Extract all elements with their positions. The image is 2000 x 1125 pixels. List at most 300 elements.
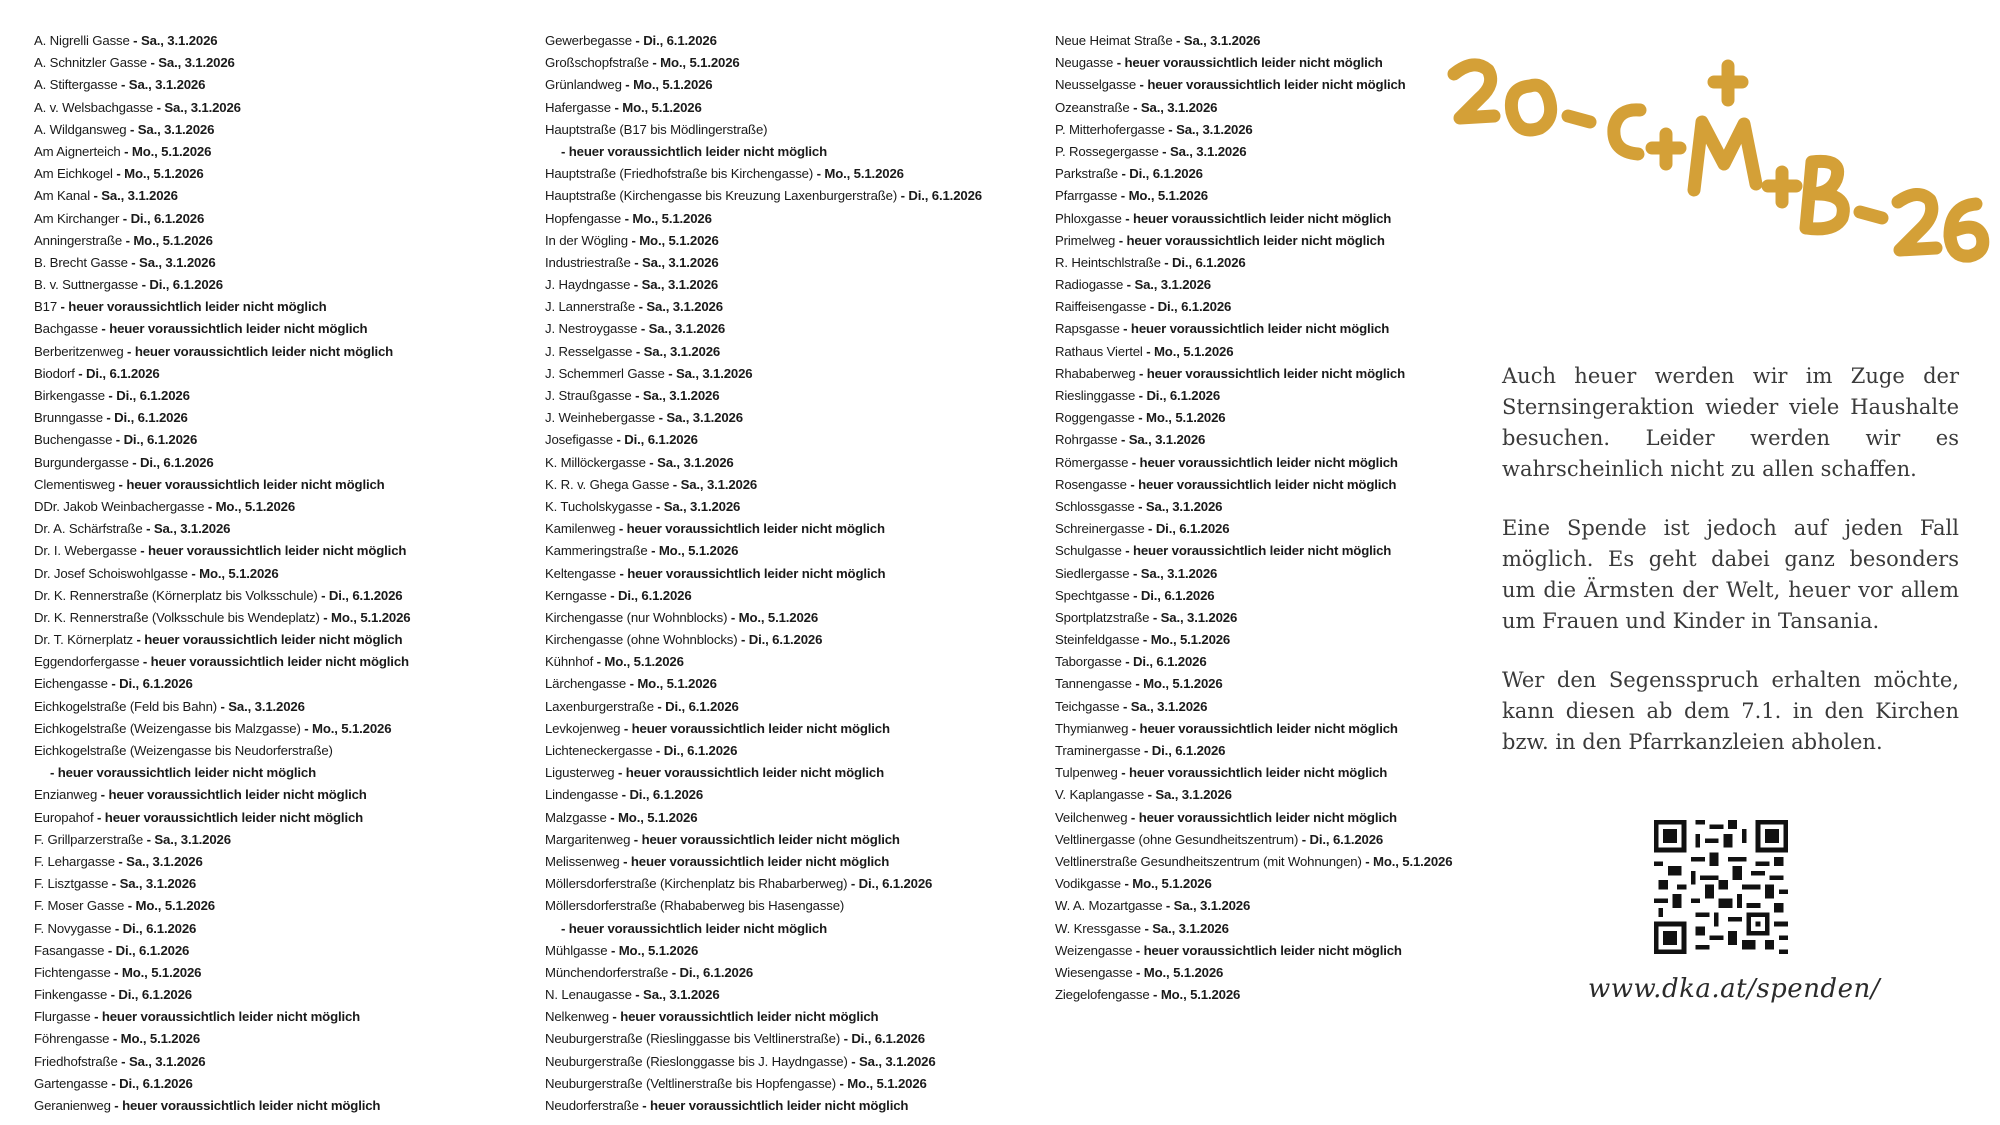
entry-separator: -: [104, 942, 116, 958]
street-entry: [545, 230, 982, 252]
visit-date: Sa., 3.1.2026: [1183, 33, 1261, 48]
visit-date: Mo., 5.1.2026: [1143, 964, 1224, 980]
street-entry: [545, 518, 982, 540]
entry-separator: -: [204, 498, 216, 514]
visit-date: Di., 6.1.2026: [679, 964, 754, 980]
street-entry: [545, 474, 982, 496]
street-name: Grünlandweg: [545, 77, 622, 93]
entry-separator: -: [1134, 410, 1147, 426]
visit-date: Sa., 3.1.2026: [126, 853, 203, 869]
street-name: F. Lisztgasse: [34, 876, 109, 892]
visit-date: Di., 6.1.2026: [116, 388, 190, 403]
street-entry: [545, 385, 982, 407]
visit-date: Mo., 5.1.2026: [658, 543, 739, 559]
entry-separator: -: [1115, 232, 1127, 248]
visit-date: Sa., 3.1.2026: [101, 188, 178, 204]
visit-date: heuer voraussichtlich leider nicht möglich: [568, 143, 828, 159]
street-name: Flurgasse: [34, 1009, 91, 1025]
visit-date: heuer voraussichtlich leider nicht möglich: [1126, 232, 1385, 248]
visit-date: Sa., 3.1.2026: [119, 876, 197, 892]
street-name: F. Lehargasse: [34, 853, 115, 869]
street-name: Enzianweg: [34, 787, 98, 803]
street-entry: [1055, 252, 1452, 274]
street-entry: [34, 784, 410, 806]
entry-separator: -: [638, 1098, 651, 1113]
street-entry: [545, 496, 982, 518]
street-name: Wiesengasse: [1055, 964, 1133, 980]
visit-date: Di., 6.1.2026: [119, 1075, 193, 1091]
street-entry: [34, 718, 410, 740]
street-entry: [1055, 784, 1452, 806]
street-name: Dr. K. Rennerstraße (Körnerplatz bis Volksschule): [34, 587, 318, 603]
street-entry: [1055, 363, 1452, 385]
visit-date: Sa., 3.1.2026: [1128, 432, 1206, 448]
visit-date: Mo., 5.1.2026: [604, 654, 684, 670]
entry-separator: -: [1128, 720, 1140, 736]
entry-separator: -: [1118, 166, 1130, 182]
visit-date: Sa., 3.1.2026: [657, 454, 734, 470]
street-name: Schlossgasse: [1055, 498, 1135, 514]
donation-url-link[interactable]: www.dka.at/spenden/: [1588, 974, 1880, 1004]
entry-separator: -: [630, 254, 642, 270]
street-name: Dr. Josef Schoiswohlgasse: [34, 565, 188, 581]
visit-date: heuer voraussichtlich leider nicht möglich: [1138, 476, 1397, 492]
street-list-column-1: [34, 30, 410, 1117]
visit-date: heuer voraussichtlich leider nicht möglich: [104, 809, 364, 825]
street-name: Dr. T. Körnerplatz: [34, 632, 133, 648]
street-name: Neuburgerstraße (Rieslinggasse bis Veltlinerstraße): [545, 1031, 841, 1047]
street-entry: [1055, 740, 1452, 762]
street-entry: [34, 696, 410, 718]
street-entry: [545, 119, 982, 141]
visit-date: Mo., 5.1.2026: [1150, 632, 1231, 648]
street-entry: [1055, 762, 1452, 784]
entry-separator: -: [129, 33, 141, 48]
street-name: J. Straußgasse: [545, 388, 632, 403]
street-name: Neusselgasse: [1055, 77, 1137, 93]
street-name: B. v. Suttnergasse: [34, 277, 139, 293]
entry-separator: -: [630, 277, 642, 293]
street-entry: [34, 563, 410, 585]
visit-date: Mo., 5.1.2026: [1373, 853, 1453, 869]
street-name: Anningerstraße: [34, 232, 123, 248]
visit-date: Sa., 3.1.2026: [675, 365, 753, 381]
visit-date: Di., 6.1.2026: [748, 632, 823, 648]
entry-separator: -: [627, 232, 640, 248]
entry-separator: -: [123, 343, 135, 359]
entry-separator: -: [669, 476, 681, 492]
info-paragraph-2: Eine Spende ist jedoch auf jeden Fall möglich. Es geht dabei ganz besonders um die Ärmsten der Welt, heuer vor allem um Frauen und Kinder in Tansania.: [1502, 516, 1959, 633]
street-entry: [545, 918, 982, 940]
entry-separator: -: [897, 188, 909, 204]
street-name: K. Millöckergasse: [545, 454, 646, 470]
visit-date: Sa., 3.1.2026: [137, 121, 215, 137]
street-entry: [34, 585, 410, 607]
visit-date: Mo., 5.1.2026: [121, 964, 202, 980]
street-name: Radiogasse: [1055, 277, 1124, 293]
entry-separator: -: [127, 254, 140, 270]
visit-date: Mo., 5.1.2026: [824, 166, 904, 182]
entry-separator: -: [835, 1075, 848, 1091]
entry-separator: -: [102, 410, 115, 426]
street-name: Am Eichkogel: [34, 166, 113, 182]
entry-separator: -: [1298, 831, 1310, 847]
street-entry: [545, 141, 982, 163]
visit-date: Di., 6.1.2026: [858, 876, 933, 892]
entry-separator: -: [847, 1053, 859, 1069]
entry-separator: -: [840, 1031, 852, 1047]
entry-separator: -: [561, 143, 569, 159]
street-name: Brunngasse: [34, 410, 103, 426]
visit-date: Mo., 5.1.2026: [738, 609, 819, 625]
visit-date: Di., 6.1.2026: [118, 987, 192, 1003]
visit-date: Di., 6.1.2026: [1129, 166, 1203, 182]
visit-date: heuer voraussichtlich leider nicht möglich: [641, 831, 900, 847]
street-name: Laxenburgerstraße: [545, 698, 654, 714]
entry-separator: -: [615, 521, 627, 537]
street-name: J. Resselgasse: [545, 343, 633, 359]
street-name: Kamilenweg: [545, 521, 616, 537]
street-name: In der Wögling: [545, 232, 628, 248]
street-entry: [34, 385, 410, 407]
entry-separator: -: [1132, 964, 1144, 980]
visit-date: Sa., 3.1.2026: [680, 476, 758, 492]
visit-date: Di., 6.1.2026: [617, 587, 692, 603]
visit-date: Mo., 5.1.2026: [120, 1031, 201, 1047]
street-entry: [545, 318, 982, 340]
street-name: K. Tucholskygasse: [545, 498, 653, 514]
street-name: V. Kaplangasse: [1055, 787, 1145, 803]
entry-separator: -: [737, 632, 749, 648]
street-entry: [1055, 518, 1452, 540]
street-entry: [34, 762, 410, 784]
visit-date: Mo., 5.1.2026: [1143, 676, 1223, 692]
entry-separator: -: [50, 765, 58, 781]
entry-separator: -: [1140, 743, 1152, 758]
entry-separator: -: [112, 432, 124, 448]
entry-separator: -: [608, 1009, 621, 1025]
street-entry: [34, 252, 410, 274]
street-name: Veltlinerstraße Gesundheitszentrum (mit Wohnungen): [1055, 853, 1362, 869]
street-name: Gartengasse: [34, 1075, 108, 1091]
entry-separator: -: [1144, 787, 1156, 803]
street-entry: [1055, 673, 1452, 695]
street-name: Rathaus Viertel: [1055, 343, 1143, 359]
street-entry: [1055, 895, 1452, 917]
visit-date: Mo., 5.1.2026: [618, 942, 699, 958]
street-entry: [545, 1051, 982, 1073]
visit-date: Sa., 3.1.2026: [1173, 898, 1251, 914]
entry-separator: -: [652, 498, 664, 514]
entry-separator: -: [664, 365, 676, 381]
entry-separator: -: [74, 365, 87, 381]
street-entry: [34, 496, 410, 518]
street-entry: [34, 163, 410, 185]
street-entry: [34, 1051, 410, 1073]
visit-date: heuer voraussichtlich leider nicht möglich: [627, 565, 886, 581]
entry-separator: -: [727, 609, 739, 625]
street-entry: [1055, 607, 1452, 629]
visit-date: Sa., 3.1.2026: [648, 321, 726, 337]
street-name: Eichkogelstraße (Weizengasse bis Malzgasse): [34, 720, 301, 736]
visit-date: heuer voraussichtlich leider nicht möglich: [150, 654, 409, 670]
entry-separator: -: [606, 587, 618, 603]
visit-date: Sa., 3.1.2026: [666, 410, 743, 426]
street-name: Friedhofstraße: [34, 1053, 118, 1069]
street-entry: [34, 185, 410, 207]
street-entry: [1055, 962, 1452, 984]
street-entry: [545, 1006, 982, 1028]
visit-date: heuer voraussichtlich leider nicht möglich: [68, 299, 327, 315]
street-name: Kirchengasse (nur Wohnblocks): [545, 609, 728, 625]
street-name: Phloxgasse: [1055, 210, 1122, 226]
visit-date: Di., 6.1.2026: [1309, 831, 1384, 847]
street-name: Spechtgasse: [1055, 587, 1130, 603]
visit-date: Di., 6.1.2026: [1151, 743, 1226, 758]
entry-separator: -: [1131, 676, 1144, 692]
street-entry: [545, 274, 982, 296]
entry-separator: -: [648, 55, 661, 71]
street-entry: [545, 1028, 982, 1050]
visit-date: Di., 6.1.2026: [123, 432, 198, 448]
street-entry: [1055, 318, 1452, 340]
entry-separator: -: [1129, 565, 1141, 581]
entry-separator: -: [1117, 188, 1129, 204]
visit-date: Sa., 3.1.2026: [859, 1053, 936, 1069]
visit-date: Di., 6.1.2026: [328, 587, 403, 603]
street-name: Rieslinggasse: [1055, 388, 1136, 403]
street-name: A. Nigrelli Gasse: [34, 33, 130, 48]
entry-separator: -: [120, 143, 132, 159]
entry-separator: -: [104, 388, 117, 403]
street-entry: [1055, 429, 1452, 451]
street-entry: [34, 962, 410, 984]
street-entry: [545, 185, 982, 207]
street-name: Keltengasse: [545, 565, 616, 581]
street-entry: [1055, 474, 1452, 496]
visit-date: heuer voraussichtlich leider nicht möglich: [568, 920, 828, 936]
street-entry: [34, 918, 410, 940]
street-entry: [545, 1095, 982, 1117]
street-name: Gewerbegasse: [545, 33, 632, 48]
qr-code-icon[interactable]: [1654, 820, 1788, 954]
visit-date: heuer voraussichtlich leider nicht möglich: [134, 343, 394, 359]
street-entry: [1055, 984, 1452, 1006]
street-name: B. Brecht Gasse: [34, 254, 128, 270]
street-entry: [545, 208, 982, 230]
street-entry: [1055, 407, 1452, 429]
street-entry: [1055, 30, 1452, 52]
entry-separator: -: [138, 277, 150, 293]
street-name: Hauptstraße (Kirchengasse bis Kreuzung Laxenburgerstraße): [545, 188, 898, 204]
street-name: Pfarrgasse: [1055, 188, 1118, 204]
street-entry: [1055, 807, 1452, 829]
street-entry: [34, 1073, 410, 1095]
street-entry: [1055, 119, 1452, 141]
visit-date: Sa., 3.1.2026: [1145, 498, 1223, 514]
street-entry: [34, 1028, 410, 1050]
street-name: Eichkogelstraße (Weizengasse bis Neudorferstraße): [34, 743, 333, 758]
visit-date: Di., 6.1.2026: [1140, 587, 1215, 603]
street-entry: [545, 762, 982, 784]
visit-date: Sa., 3.1.2026: [1140, 99, 1218, 115]
visit-date: heuer voraussichtlich leider nicht möglich: [620, 1009, 879, 1025]
entry-separator: -: [561, 920, 569, 936]
visit-date: Mo., 5.1.2026: [215, 498, 296, 514]
entry-separator: -: [107, 676, 120, 692]
street-entry: [34, 740, 410, 762]
visit-date: Mo., 5.1.2026: [622, 99, 702, 115]
visit-date: Sa., 3.1.2026: [1169, 143, 1247, 159]
entry-separator: -: [621, 77, 634, 93]
visit-date: Mo., 5.1.2026: [124, 166, 204, 182]
street-name: Fichtengasse: [34, 964, 111, 980]
street-entry: [545, 585, 982, 607]
entry-separator: -: [1129, 587, 1141, 603]
street-entry: [1055, 651, 1452, 673]
street-entry: [1055, 540, 1452, 562]
entry-separator: -: [319, 609, 332, 625]
street-name: J. Schemmerl Gasse: [545, 365, 665, 381]
visit-date: Di., 6.1.2026: [1132, 654, 1207, 670]
visit-date: Mo., 5.1.2026: [331, 609, 411, 625]
street-name: Raiffeisengasse: [1055, 299, 1147, 315]
street-name: Hafergasse: [545, 99, 611, 115]
street-name: Kirchengasse (ohne Wohnblocks): [545, 632, 738, 648]
street-name: Lindengasse: [545, 787, 619, 803]
street-entry: [545, 784, 982, 806]
street-name: Hopfengasse: [545, 210, 622, 226]
street-entry: [34, 518, 410, 540]
street-entry: [545, 807, 982, 829]
street-name: Bachgasse: [34, 321, 98, 337]
street-name: Teichgasse: [1055, 698, 1120, 714]
street-entry: [1055, 918, 1452, 940]
street-entry: [34, 474, 410, 496]
entry-separator: -: [90, 1009, 102, 1025]
visit-date: Di., 6.1.2026: [130, 210, 205, 226]
street-name: Dr. I. Webergasse: [34, 543, 137, 559]
visit-date: heuer voraussichtlich leider nicht möglich: [1138, 809, 1397, 825]
street-name: Neuburgerstraße (Rieslonggasse bis J. Haydngasse): [545, 1053, 848, 1069]
entry-separator: -: [112, 166, 125, 182]
street-entry: [545, 97, 982, 119]
street-entry: [545, 940, 982, 962]
street-entry: [545, 718, 982, 740]
street-entry: [34, 940, 410, 962]
street-entry: [1055, 185, 1452, 207]
visit-date: Mo., 5.1.2026: [633, 77, 713, 93]
entry-separator: -: [645, 454, 658, 470]
street-name: Föhrengasse: [34, 1031, 110, 1047]
street-entry: [34, 629, 410, 651]
entry-separator: -: [631, 33, 644, 48]
entry-separator: -: [117, 1053, 129, 1069]
street-entry: [545, 407, 982, 429]
street-entry: [34, 97, 410, 119]
visit-date: heuer voraussichtlich leider nicht möglich: [57, 765, 317, 781]
entry-separator: -: [187, 565, 200, 581]
street-entry: [1055, 274, 1452, 296]
street-name: Ozeanstraße: [1055, 99, 1130, 115]
visit-date: heuer voraussichtlich leider nicht möglich: [630, 853, 890, 869]
street-entry: [545, 829, 982, 851]
entry-separator: -: [1117, 432, 1129, 448]
street-entry: [34, 429, 410, 451]
street-entry: [545, 607, 982, 629]
visit-date: Mo., 5.1.2026: [639, 232, 719, 248]
street-name: A. Schnitzler Gasse: [34, 55, 147, 71]
street-name: F. Grillparzerstraße: [34, 831, 144, 847]
street-name: Eichkogelstraße (Feld bis Bahn): [34, 698, 217, 714]
street-name: Am Aignerteich: [34, 143, 121, 159]
entry-separator: -: [668, 964, 680, 980]
street-name: Steinfeldgasse: [1055, 632, 1140, 648]
entry-separator: -: [117, 77, 129, 93]
street-entry: [34, 1095, 410, 1117]
entry-separator: -: [1139, 632, 1151, 648]
entry-separator: -: [1129, 99, 1141, 115]
street-entry: [34, 540, 410, 562]
entry-separator: -: [1135, 365, 1147, 381]
street-entry: [1055, 341, 1452, 363]
street-name: J. Nestroygasse: [545, 321, 638, 337]
visit-date: heuer voraussichtlich leider nicht möglich: [1132, 210, 1392, 226]
street-name: DDr. Jakob Weinbachergasse: [34, 498, 205, 514]
visit-date: Di., 6.1.2026: [122, 920, 197, 936]
entry-separator: -: [655, 410, 667, 426]
street-name: Clementisweg: [34, 476, 116, 492]
street-name: Münchendorferstraße: [545, 964, 669, 980]
street-name: Schulgasse: [1055, 543, 1122, 559]
street-name: Industriestraße: [545, 254, 631, 270]
street-name: K. R. v. Ghega Gasse: [545, 476, 670, 492]
entry-separator: -: [1120, 876, 1133, 892]
street-name: Parkstraße: [1055, 166, 1118, 182]
entry-separator: -: [619, 853, 631, 869]
street-name: Neue Heimat Straße: [1055, 33, 1173, 48]
street-entry: [545, 296, 982, 318]
street-entry: [545, 740, 982, 762]
street-name: Hauptstraße (Friedhofstraße bis Kirchengasse): [545, 166, 814, 182]
entry-separator: -: [593, 654, 605, 670]
visit-date: Di., 6.1.2026: [851, 1031, 925, 1047]
visit-date: Di., 6.1.2026: [115, 942, 190, 958]
street-name: Vodikgasse: [1055, 876, 1121, 892]
entry-separator: -: [142, 521, 154, 537]
street-entry: [545, 452, 982, 474]
street-entry: [1055, 563, 1452, 585]
entry-separator: -: [1160, 254, 1173, 270]
entry-separator: -: [124, 898, 136, 914]
visit-date: Sa., 3.1.2026: [140, 33, 218, 48]
street-entry: [545, 962, 982, 984]
street-entry: [34, 74, 410, 96]
visit-date: Sa., 3.1.2026: [128, 77, 206, 93]
street-name: Ligusterweg: [545, 765, 615, 781]
visit-date: heuer voraussichtlich leider nicht möglich: [631, 720, 890, 736]
entry-separator: -: [607, 942, 619, 958]
entry-separator: -: [1134, 498, 1146, 514]
entry-separator: -: [1126, 476, 1139, 492]
street-name: F. Moser Gasse: [34, 898, 125, 914]
visit-date: Di., 6.1.2026: [1157, 299, 1232, 315]
street-name: Lärchengasse: [545, 676, 627, 692]
street-entry: [1055, 52, 1452, 74]
entry-separator: -: [606, 809, 618, 825]
visit-date: Mo., 5.1.2026: [617, 809, 698, 825]
street-name: Malzgasse: [545, 809, 607, 825]
